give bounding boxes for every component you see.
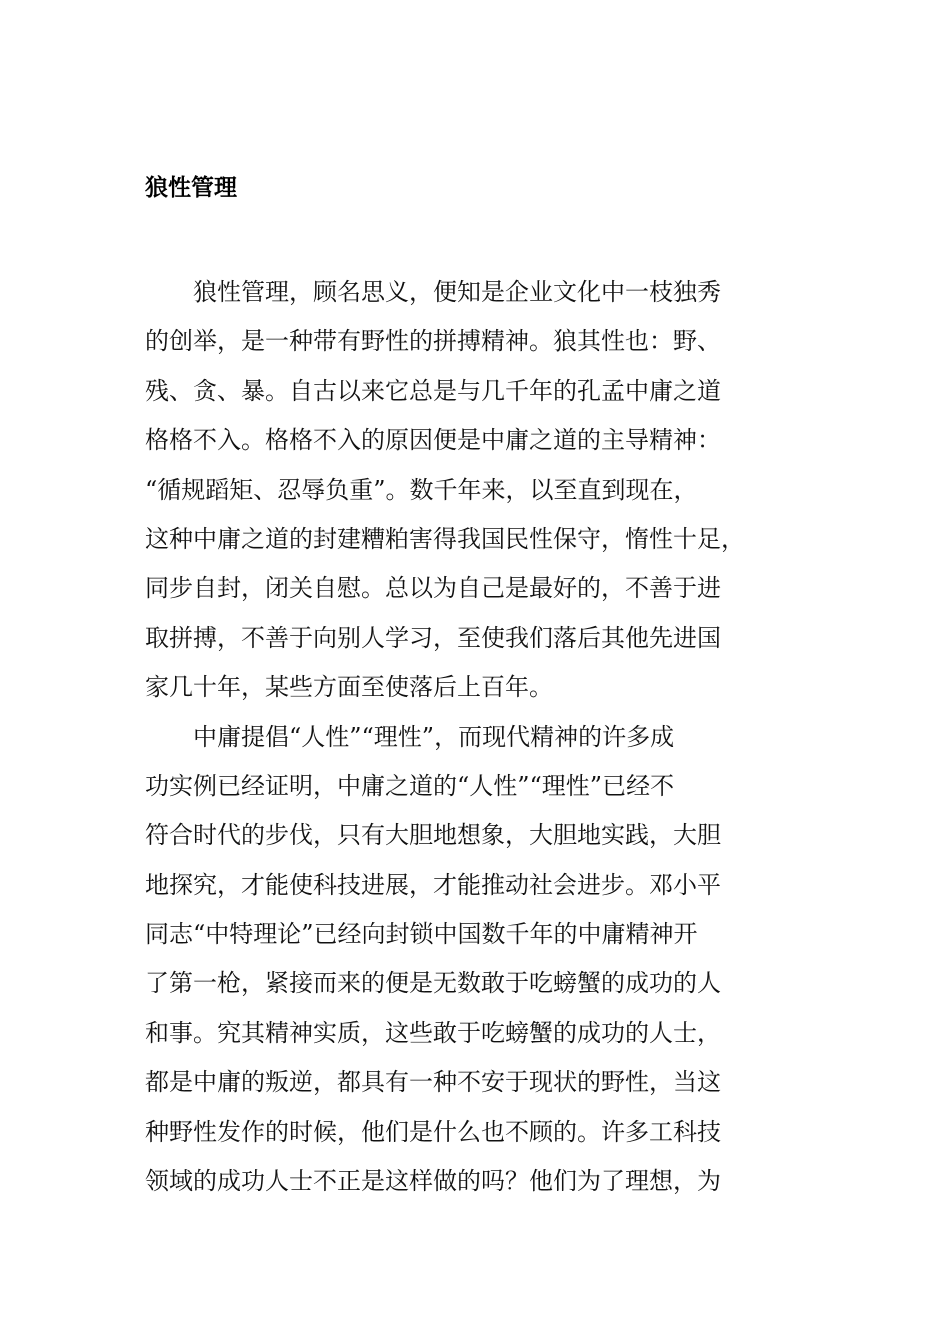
text-line: 取拼搏，不善于向别人学习，至使我们落后其他先进国 <box>145 623 721 652</box>
text-line: 狼性管理，顾名思义，便知是企业文化中一枝独秀 <box>193 278 721 306</box>
text-line: 功实例已经证明，中庸之道的“人性”“理性”已经不 <box>145 771 675 800</box>
text-line: 格格不入。格格不入的原因便是中庸之道的主导精神： <box>145 426 721 455</box>
text-line: 符合时代的步伐，只有大胆地想象，大胆地实践，大胆 <box>145 821 721 850</box>
text-line: 家几十年，某些方面至使落后上百年。 <box>145 673 553 702</box>
text-line: 同步自封，闭关自慰。总以为自己是最好的，不善于进 <box>145 574 721 603</box>
text-line: 地探究，才能使科技进展，才能推动社会进步。邓小平 <box>145 870 721 899</box>
document-body <box>145 268 785 1206</box>
text-line: 中庸提倡“人性”“理性”，而现代精神的许多成 <box>193 722 675 751</box>
text-line: 残、贪、暴。自古以来它总是与几千年的孔孟中庸之道 <box>145 376 721 405</box>
text-line: 种野性发作的时候，他们是什么也不顾的。许多工科技 <box>145 1117 721 1146</box>
text-line: 的创举，是一种带有野性的拼搏精神。狼其性也：野、 <box>145 327 721 356</box>
text-line: “循规蹈矩、忍辱负重”。数千年来，以至直到现在， <box>145 475 698 504</box>
text-line: 领域的成功人士不正是这样做的吗？他们为了理想，为 <box>145 1167 721 1196</box>
text-line: 和事。究其精神实质，这些敢于吃螃蟹的成功的人士， <box>145 1018 721 1047</box>
document-title: 狼性管理 <box>145 175 237 201</box>
text-line: 这种中庸之道的封建糟粕害得我国民性保守，惰性十足， <box>145 524 745 553</box>
text-line: 同志“中特理论”已经向封锁中国数千年的中庸精神开 <box>145 920 698 949</box>
text-line: 了第一枪，紧接而来的便是无数敢于吃螃蟹的成功的人 <box>145 969 721 998</box>
text-line: 都是中庸的叛逆，都具有一种不安于现状的野性，当这 <box>145 1068 721 1097</box>
